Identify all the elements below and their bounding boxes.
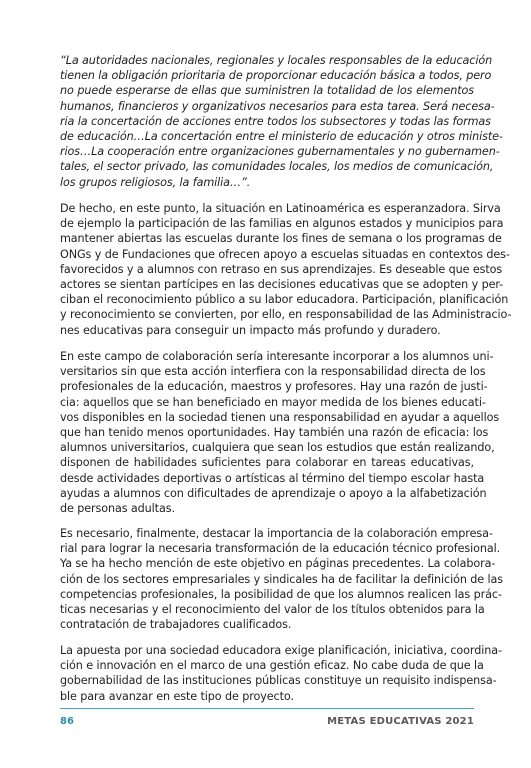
- page-number: 86: [60, 716, 74, 727]
- text-line: ria la concertación de acciones entre todos los subsectores y todas las formas: [60, 114, 491, 128]
- text-line: de personas adultas.: [60, 501, 175, 515]
- text-line: cia: aquellos que se han beneficiado en mayor medida de los bienes educati-: [60, 395, 486, 409]
- text-line: que han tenido menos oportunidades. Hay también una razón de eficacia: los: [60, 425, 489, 439]
- text-line: ciban el reconocimiento público a su labor educadora. Participación, planificación: [60, 293, 509, 307]
- body-paragraph-1: [60, 201, 512, 338]
- text-line: desde actividades deportivas o artísticas al término del tiempo escolar hasta: [60, 471, 485, 485]
- text-line: tales, el sector privado, las comunidades locales, los medios de comunicación,: [60, 160, 494, 174]
- text-line: ble para avanzar en este tipo de proyecto.: [60, 689, 294, 703]
- text-line: los grupos religiosos, la familia…”.: [60, 175, 251, 189]
- text-line: De hecho, en este punto, la situación en Latinoamérica es esperanzadora. Sirva: [60, 202, 501, 215]
- text-line: Es necesario, finalmente, destacar la importancia de la colaboración empresa-: [60, 527, 493, 540]
- text-line: Ya se ha hecho mención de este objetivo en páginas precedentes. La colabora-: [60, 557, 496, 571]
- text-line: ción e innovación en el marco de una gestión eficaz. No cabe duda de que la: [60, 659, 484, 673]
- text-line: competencias profesionales, la posibilidad de que los alumnos realicen las prác-: [60, 587, 502, 601]
- text-line: favorecidos y a alumnos con retraso en sus aprendizajes. Es deseable que estos: [60, 262, 503, 276]
- text-line: En este campo de colaboración sería interesante incorporar a los alumnos uni-: [60, 350, 494, 363]
- text-line: contratación de trabajadores cualificados.: [60, 618, 292, 632]
- running-title: METAS EDUCATIVAS 2021: [327, 716, 474, 727]
- footer-rule: [60, 708, 474, 709]
- text-line: profesionales de la educación, maestros y profesores. Hay una razón de justi-: [60, 380, 488, 394]
- text-line: ayudas a alumnos con dificultades de aprendizaje o apoyo a la alfabetización: [60, 486, 487, 500]
- text-line: de educación…La concertación entre el ministerio de educación y otros ministe-: [60, 129, 503, 143]
- text-line: La apuesta por una sociedad educadora exige planificación, iniciativa, coordina-: [60, 644, 502, 657]
- body-paragraph-2: [60, 349, 500, 516]
- text-line: no puede esperarse de ellas que suministren la totalidad de los elementos: [60, 84, 474, 98]
- text-line: versitarios sin que esta acción interfiera con la responsabilidad directa de los: [60, 365, 486, 379]
- text-line: “La autoridades nacionales, regionales y locales responsables de la educación: [60, 54, 493, 67]
- text-line: de ejemplo la participación de las familias en algunos estados y municipios para: [60, 217, 504, 231]
- text-line: nes educativas para conseguir un impacto más profundo y duradero.: [60, 323, 441, 337]
- quote-paragraph: [60, 53, 503, 190]
- text-line: alumnos universitarios, cualquiera que sean los estudios que están realizando,: [60, 441, 495, 455]
- text-line: ción de los sectores empresariales y sindicales ha de facilitar la definición de las: [60, 572, 504, 586]
- text-line: rial para lograr la necesaria transformación de la educación técnico profesional.: [60, 542, 501, 556]
- text-line: mantener abiertas las escuelas durante los fines de semana o los programas de: [60, 232, 502, 246]
- text-line: y reconocimiento se convierten, por ello, en responsabilidad de las Administracio-: [60, 308, 512, 322]
- body-paragraph-4: [60, 643, 502, 704]
- text-line: tienen la obligación prioritaria de proporcionar educación básica a todos, pero: [60, 69, 492, 83]
- text-line: actores se sientan partícipes en las decisiones educativas que se adopten y per-: [60, 277, 504, 291]
- text-line: gobernabilidad de las instituciones públicas constituye un requisito indispensa-: [60, 674, 497, 688]
- text-line: humanos, financieros y organizativos necesarios para esta tarea. Será necesa-: [60, 99, 495, 113]
- body-paragraph-3: [60, 526, 504, 632]
- text-line: ONGs y de Fundaciones que ofrecen apoyo a escuelas situadas en contextos des-: [60, 247, 510, 261]
- text-line: vos disponibles en la sociedad tienen una responsabilidad en ayudar a aquellos: [60, 410, 500, 424]
- text-line: ticas necesarias y el reconocimiento del valor de los títulos obtenidos para la: [60, 602, 485, 616]
- text-line: rios…La cooperación entre organizaciones gubernamentales y no gubernamen-: [60, 145, 500, 159]
- text-line: disponen de habilidades suficientes para colaborar en tareas educativas,: [60, 456, 474, 470]
